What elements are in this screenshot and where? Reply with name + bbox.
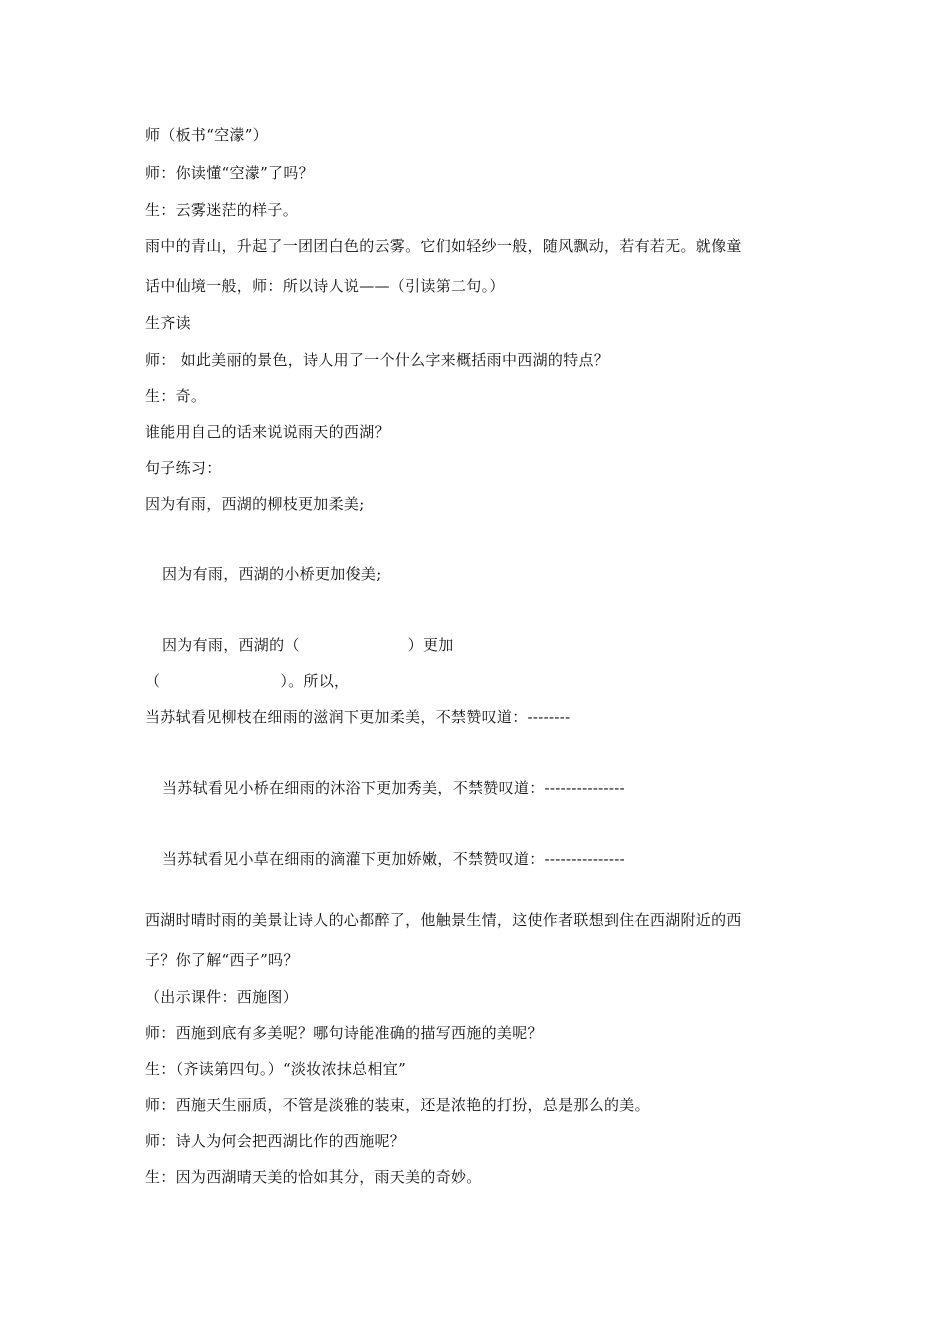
text-line: 因为有雨，西湖的小桥更加俊美;: [162, 565, 382, 583]
text-line: 生：因为西湖晴天美的恰如其分，雨天美的奇妙。: [145, 1168, 482, 1186]
text-line: 生：奇。: [145, 387, 207, 405]
fill-in-prefix: 因为有雨，西湖的（: [162, 636, 300, 654]
text-line: 话中仙境一般，师：所以诗人说——（引读第二句。）: [145, 277, 505, 295]
text-line: 生齐读: [145, 314, 191, 332]
text-line: 子？你了解“西子”吗？: [145, 951, 299, 969]
text-line: （出示课件：西施图）: [145, 988, 299, 1006]
text-line: 师：诗人为何会把西湖比作的西施呢？: [145, 1132, 406, 1150]
text-line: 当苏轼看见小草在细雨的滴灌下更加娇嫩，不禁赞叹道：---------------: [162, 850, 626, 868]
text-line: 雨中的青山，升起了一团团白色的云雾。它们如轻纱一般，随风飘动，若有若无。就像童: [145, 237, 742, 255]
text-line: 师：西施天生丽质，不管是淡雅的装束，还是浓艳的打扮，总是那么的美。: [145, 1096, 650, 1114]
text-line: 因为有雨，西湖的柳枝更加柔美;: [145, 495, 365, 513]
text-line: 师： 如此美丽的景色，诗人用了一个什么字来概括雨中西湖的特点？: [145, 351, 610, 369]
text-line: 谁能用自己的话来说说雨天的西湖？: [145, 423, 390, 441]
text-line: 师：西施到底有多美呢？哪句诗能准确的描写西施的美呢？: [145, 1024, 543, 1042]
text-line: 句子练习：: [145, 459, 222, 477]
text-line: 当苏轼看见柳枝在细雨的滋润下更加柔美，不禁赞叹道：--------: [145, 708, 571, 726]
fill-in-line: [145, 671, 349, 691]
text-line: 当苏轼看见小桥在细雨的沐浴下更加秀美，不禁赞叹道：---------------: [162, 779, 626, 797]
text-line: 西湖时晴时雨的美景让诗人的心都醉了，他触景生情，这使作者联想到住在西湖附近的西: [145, 911, 742, 929]
text-line: 师（板书“空濛”）: [145, 126, 269, 144]
text-line: 师：你读懂“空濛”了吗？: [145, 164, 314, 182]
fill-in-suffix: ）。所以，: [280, 672, 350, 690]
text-line: 生：云雾迷茫的样子。: [145, 201, 299, 219]
fill-in-line: [162, 635, 454, 655]
fill-in-prefix: （: [145, 672, 161, 690]
text-line: 生：（齐读第四句。）“淡妆浓抹总相宜”: [145, 1060, 407, 1078]
fill-in-suffix: ）更加: [407, 636, 454, 654]
